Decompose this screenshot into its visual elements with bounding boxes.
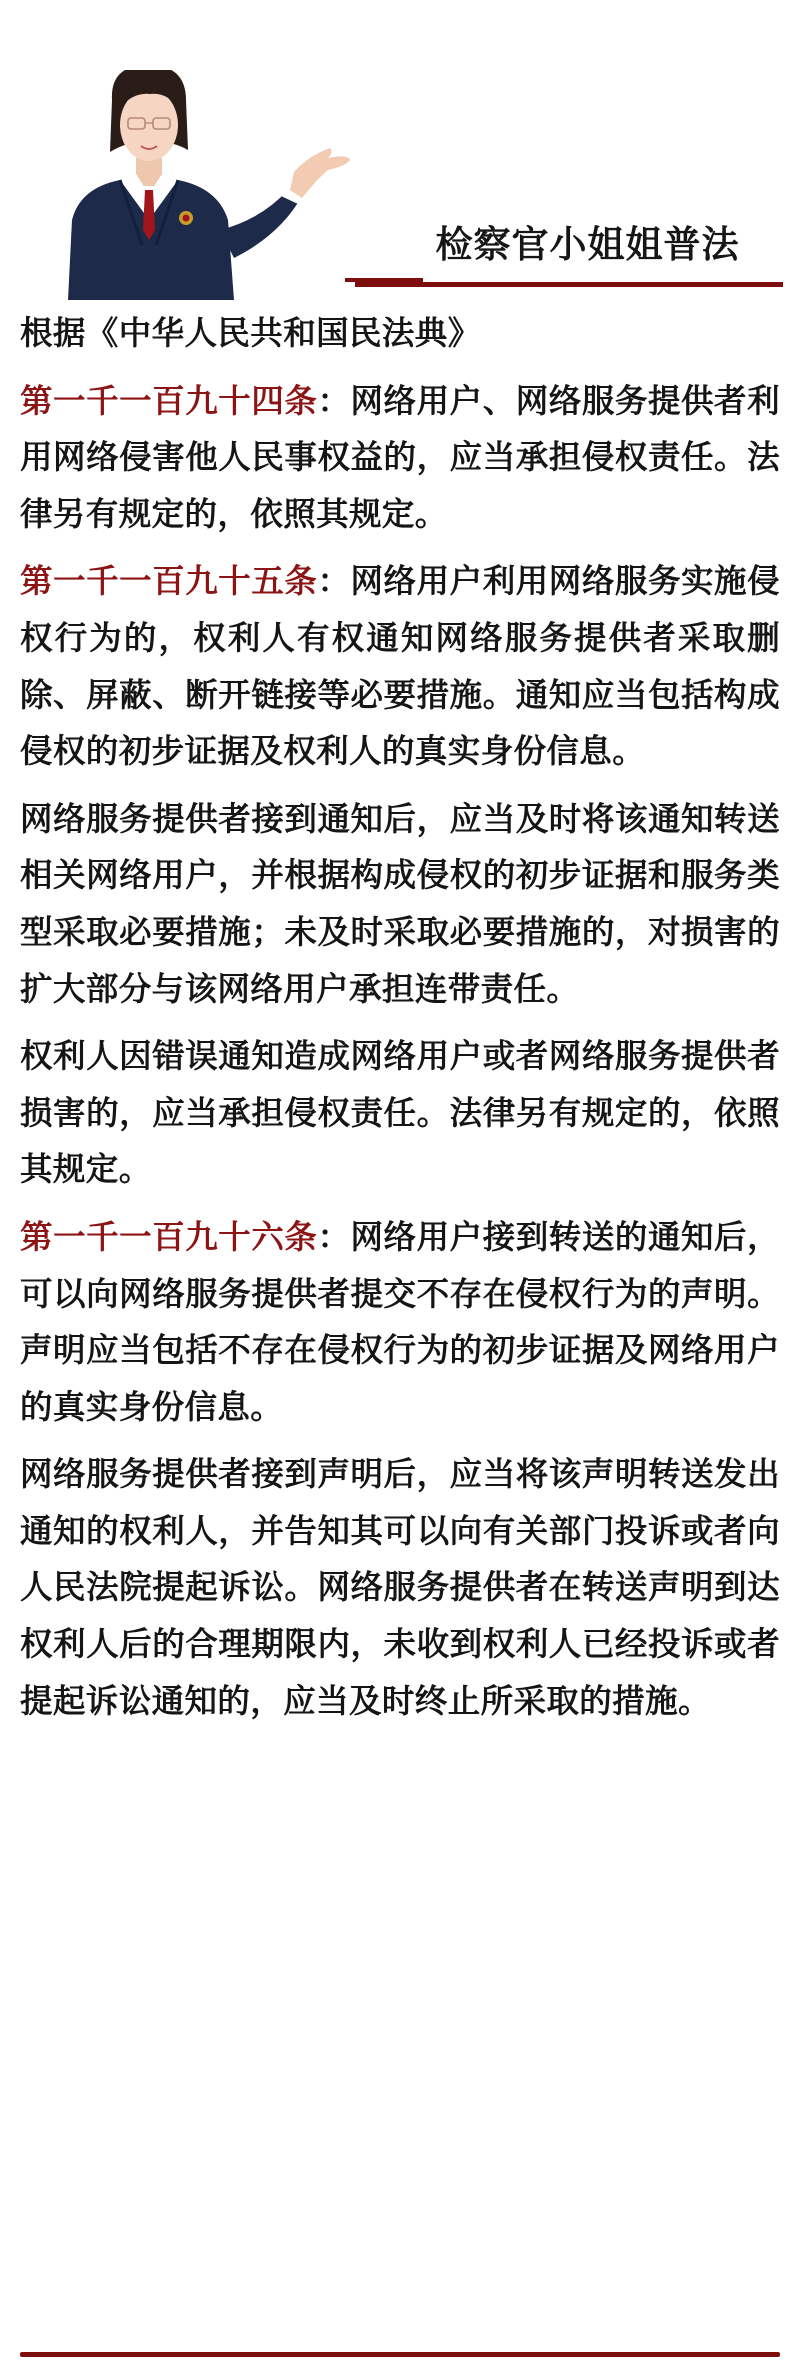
- page-title: 检察官小姐姐普法: [435, 223, 740, 266]
- article-1196: [20, 1209, 780, 1435]
- article-1195: [20, 553, 780, 779]
- title-underline: [355, 282, 783, 287]
- article-1195-para-3: 权利人因错误通知造成网络用户或者网络服务提供者损害的，应当承担侵权责任。法律另有规定的，依照其规定。: [20, 1037, 780, 1189]
- header-banner: [0, 0, 800, 300]
- article-text: ：网络用户、网络服务提供者利用网络侵害他人民事权益的，应当承担侵权责任。法律另有规定的，依照其规定。: [20, 381, 780, 533]
- prosecutor-portrait: [50, 70, 370, 300]
- article-1195-para-2: 网络服务提供者接到通知后，应当及时将该通知转送相关网络用户，并根据构成侵权的初步证据和服务类型采取必要措施；未及时采取必要措施的，对损害的扩大部分与该网络用户承担连带责任。: [20, 799, 780, 1008]
- article-text: ：网络用户接到转送的通知后，可以向网络服务提供者提交不存在侵权行为的声明。声明应当包括不存在侵权行为的初步证据及网络用户的真实身份信息。: [20, 1217, 780, 1426]
- article-1194: [20, 373, 780, 543]
- article-label: 第一千一百九十六条: [20, 1217, 318, 1256]
- article-label: 第一千一百九十五条: [20, 562, 318, 601]
- article-text: ：网络用户利用网络服务实施侵权行为的，权利人有权通知网络服务提供者采取删除、屏蔽、断开链接等必要措施。通知应当包括构成侵权的初步证据及权利人的真实身份信息。: [20, 562, 780, 771]
- article-label: 第一千一百九十四条: [20, 381, 318, 420]
- intro-text: 根据《中华人民共和国民法典》: [20, 314, 481, 352]
- article-body: [20, 305, 780, 1729]
- article-1196-para-2: 网络服务提供者接到声明后，应当将该声明转送发出通知的权利人，并告知其可以向有关部门投诉或者向人民法院提起诉讼。网络服务提供者在转送声明到达权利人后的合理期限内，未收到权利人已经投诉或者提起诉讼通知的，应当及时终止所采取的措施。: [20, 1455, 780, 1720]
- bottom-divider: [20, 2352, 780, 2357]
